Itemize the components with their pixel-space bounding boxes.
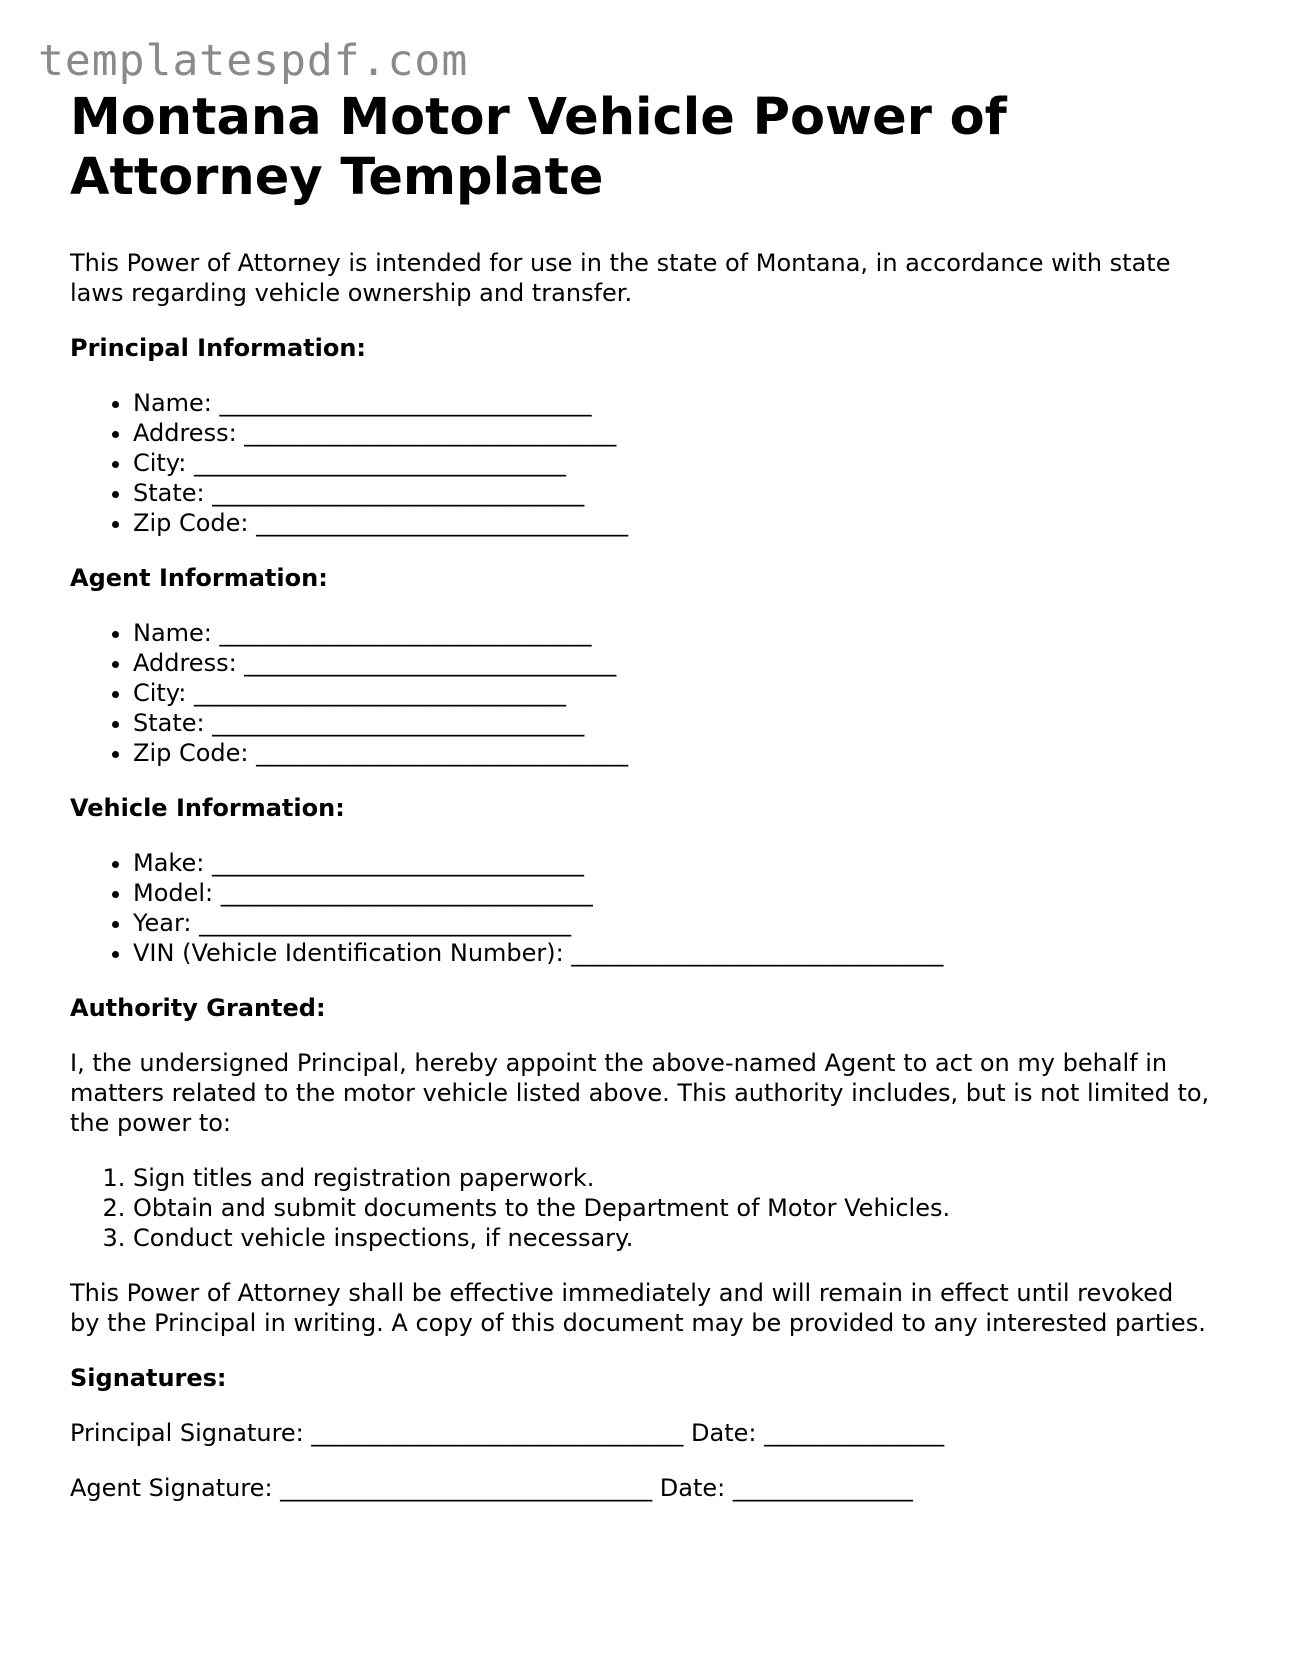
agent-address-field: • Address: _______________________________ (133, 648, 1210, 678)
watermark: templatespdf.com (38, 36, 469, 86)
power-item: 3. Conduct vehicle inspections, if necessary. (133, 1223, 1210, 1253)
document-page (70, 88, 1210, 1503)
principal-city-field: • City: _______________________________ (133, 448, 1210, 478)
agent-state-field: • State: _______________________________ (133, 708, 1210, 738)
page-title: Montana Motor Vehicle Power of Attorney Template (70, 88, 1007, 207)
vehicle-vin-field: • VIN (Vehicle Identification Number): _______________________________ (133, 938, 1210, 968)
intro-paragraph: This Power of Attorney is intended for use in the state of Montana, in accordance with state laws regarding vehicle ownership and transfer. (70, 249, 1171, 307)
authority-paragraph: I, the undersigned Principal, hereby appoint the above-named Agent to act on my behalf in matters related to the motor vehicle listed above. This authority includes, but is not limited to, the power to: (70, 1049, 1210, 1137)
effective-paragraph: This Power of Attorney shall be effective immediately and will remain in effect until revoked by the Principal in writing. A copy of this document may be provided to any interested parties. (70, 1279, 1206, 1337)
principal-address-field: • Address: _______________________________ (133, 418, 1210, 448)
power-item: 1. Sign titles and registration paperwork. (133, 1163, 1210, 1193)
vehicle-model-field: • Model: _______________________________ (133, 878, 1210, 908)
authority-heading: Authority Granted: (70, 994, 326, 1022)
principal-signature-line: Principal Signature: _______________________________ Date: _______________ (70, 1419, 945, 1447)
principal-name-field: • Name: _______________________________ (133, 388, 1210, 418)
powers-list (70, 1163, 1210, 1253)
agent-name-field: • Name: _______________________________ (133, 618, 1210, 648)
agent-city-field: • City: _______________________________ (133, 678, 1210, 708)
agent-zip-field: • Zip Code: _______________________________ (133, 738, 1210, 768)
agent-signature-line: Agent Signature: _______________________________ Date: _______________ (70, 1474, 913, 1502)
power-item: 2. Obtain and submit documents to the Department of Motor Vehicles. (133, 1193, 1210, 1223)
agent-fields-list (70, 618, 1210, 768)
vehicle-fields-list (70, 848, 1210, 968)
vehicle-year-field: • Year: _______________________________ (133, 908, 1210, 938)
vehicle-make-field: • Make: _______________________________ (133, 848, 1210, 878)
vehicle-heading: Vehicle Information: (70, 794, 345, 822)
agent-heading: Agent Information: (70, 564, 328, 592)
principal-fields-list (70, 388, 1210, 538)
principal-zip-field: • Zip Code: _______________________________ (133, 508, 1210, 538)
principal-state-field: • State: _______________________________ (133, 478, 1210, 508)
principal-heading: Principal Information: (70, 334, 367, 362)
signatures-heading: Signatures: (70, 1364, 227, 1392)
